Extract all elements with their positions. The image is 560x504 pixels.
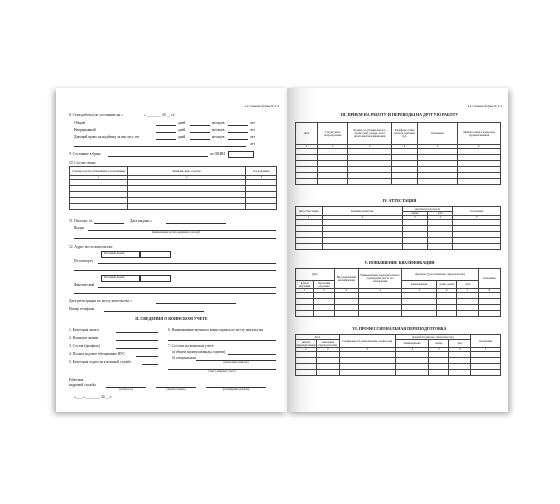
qualification-table: Дата Вид повышения квалификации Наименование образовательного учреждения, место его нахождения Документ (удостоверение, свидетельство) Основание начала обучения окончания обучения наименование серия, номер дата 1 2 3 4 5 6 7 8 bbox=[295, 268, 501, 317]
form-page-3 bbox=[287, 88, 508, 412]
marital-status-label: 9. Состояние в браке bbox=[69, 152, 101, 156]
seniority-row-label: Общий bbox=[74, 121, 86, 125]
phone-label: Номер телефона bbox=[69, 307, 95, 311]
zip-box: Почтовый индекс bbox=[101, 275, 141, 282]
by-passport-label: По паспорту bbox=[74, 259, 94, 263]
item8-date: » ________ 20 __ г.): bbox=[144, 113, 176, 117]
address-label: 12. Адрес места жительства: bbox=[69, 245, 113, 249]
signature-label: кадровой службы bbox=[69, 383, 96, 387]
family-label: 10. Состав семьи: bbox=[69, 161, 97, 165]
attestation-table: Дата аттестации Решение комиссии Документ (протокол) Основание номер дата 1 2 3 4 5 bbox=[295, 206, 501, 250]
section6-title: VI. ПРОФЕССИОНАЛЬНАЯ ПЕРЕПОДГОТОВКА bbox=[352, 326, 447, 331]
seniority-row-label: Непрерывный bbox=[74, 128, 96, 132]
section5-title: V. ПОВЫШЕНИЕ КВАЛИФИКАЦИИ bbox=[364, 260, 435, 265]
signature-label: Работник bbox=[69, 378, 84, 382]
item8-label: 8. Стаж работы (по состоянию на « bbox=[69, 113, 123, 117]
page-header: 3-я страница формы № Т-2 bbox=[467, 104, 502, 108]
passport-label: 11. Паспорт: № bbox=[69, 219, 93, 223]
family-table: Степень родства (ближайшие родственники) Фамилия, имя, отчество Год рождения 1 2 3 bbox=[69, 166, 277, 210]
registration-date-label: Дата регистрации по месту жительства « bbox=[69, 299, 132, 303]
section4-title: IV. АТТЕСТАЦИЯ bbox=[382, 198, 417, 203]
zip-box: Почтовый индекс bbox=[101, 251, 141, 258]
issued-by-label: Выдан bbox=[74, 226, 85, 230]
page-header: 2-я страница формы № Т-2 bbox=[244, 104, 279, 108]
hiring-table: Дата Структурное подразделение Должность (специальность, профессия), разряд, класс (категория) квалификации Тарифная ставка (оклад), надбавка, руб. Основание Личная подпись владельца трудовой книжки 1 2 3 4 5 6 bbox=[295, 122, 501, 185]
passport-date-label: Дата выдачи « bbox=[130, 219, 152, 223]
actual-address-label: Фактический bbox=[74, 283, 95, 287]
section3-title: III. ПРИЕМ НА РАБОТУ И ПЕРЕВОДЫ НА ДРУГУЮ РАБОТУ bbox=[340, 112, 459, 117]
signature-date: «____» ________ 20 __ г. bbox=[74, 395, 112, 399]
retraining-table: Дата Специальность (направление, профессия) Документ (диплом, свидетельство) Основание начала переподготовки окончания переподготовки наименование номер дата 1 2 3 4 5 6 7 bbox=[295, 334, 501, 376]
military-section-title: II. СВЕДЕНИЯ О ВОИНСКОМ УЧЕТЕ bbox=[135, 316, 208, 321]
form-page-2: 2-я страница формы № Т-2 8. Стаж работы (по состоянию на « » ________ 20 __ г.): Общий дней месяцев лет Непрерывный дней месяцев лет Дающий право на надбавку за выслугу лет дней месяцев лет лет 9. Состояние в браке по ОКИН 10. Состав семьи: Степень родства (ближайшие родственники) Фамилия, имя, отчество Год рождения 1 2 3 11. Паспорт: № Дата выдачи « Выдан (наименование органа, выдавшего паспорт) 12. Адрес места жительства: Почтовый индекс По паспорту Почтовый индекс Фактический Дата регистрации по месту жительства « Номер телефона II. СВЕДЕНИЯ О ВОИНСКОМ УЧЕТЕ 1. Категория запаса 2. Воинское звание 3. Состав (профиль) 4. Полное кодовое обозначение ВУС 5. Категория годности к военной службе 6. Наименование военного комиссариата по месту жительства 7. Состоит на воинском учете: а) общем (номер команды, партии) б) специальном (необходимое вписать) (снят с воинского учета) Работник кадровой службы (должность) (личная подпись) (расшифровка подписи) «____» ________ 20 __ г. bbox=[56, 88, 287, 412]
seniority-row-label: Дающий право на надбавку за выслугу лет bbox=[74, 135, 140, 139]
